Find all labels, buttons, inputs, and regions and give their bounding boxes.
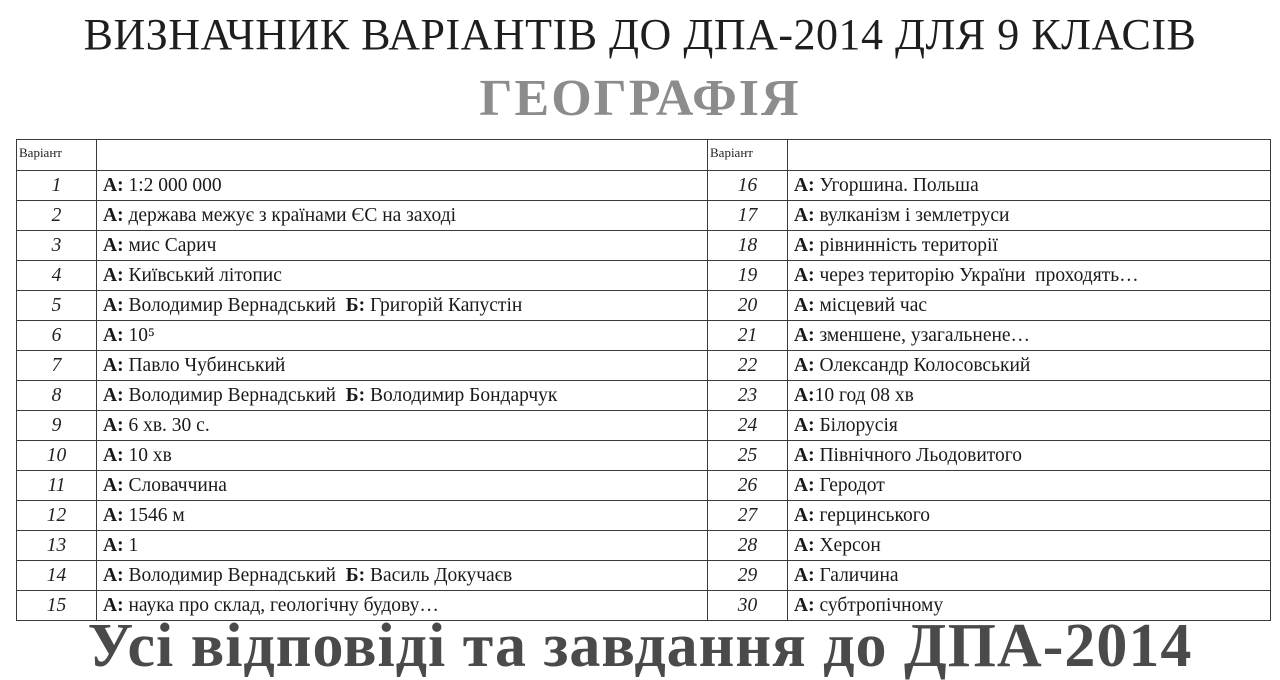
answer-cell	[788, 561, 1271, 591]
answer-cell	[97, 561, 708, 591]
answer-cell	[788, 261, 1271, 291]
answer-cell	[788, 291, 1271, 321]
answer-text: рівнинність території	[814, 234, 998, 256]
variant-number: 30	[708, 591, 788, 621]
answer-cell	[97, 351, 708, 381]
answer-text: зменшене, узагальнене…	[814, 324, 1031, 346]
answer-option-label: А:	[103, 384, 124, 406]
answer-cell	[97, 411, 708, 441]
answer-cell	[788, 531, 1271, 561]
variant-number: 16	[708, 171, 788, 201]
answer-cell	[97, 171, 708, 201]
answer-text: Галичина	[814, 564, 899, 586]
variant-number: 4	[17, 261, 97, 291]
answer-cell	[97, 291, 708, 321]
answer-text: Київський літопис	[123, 264, 282, 286]
variant-number: 9	[17, 411, 97, 441]
table-row	[17, 381, 1271, 411]
variant-number: 10	[17, 441, 97, 471]
answer-option-label: А:	[794, 534, 815, 556]
answer-option-label: А:	[103, 504, 124, 526]
variant-number: 7	[17, 351, 97, 381]
table-row	[17, 561, 1271, 591]
answer-cell	[97, 231, 708, 261]
variant-number: 17	[708, 201, 788, 231]
variant-number: 22	[708, 351, 788, 381]
answer-option-label: А:	[794, 174, 815, 196]
table-row	[17, 471, 1271, 501]
table-row	[17, 531, 1271, 561]
table-row	[17, 321, 1271, 351]
answer-cell	[97, 471, 708, 501]
table-row	[17, 441, 1271, 471]
variant-number: 18	[708, 231, 788, 261]
answer-table-body	[17, 140, 1271, 621]
answer-cell	[97, 501, 708, 531]
answer-text: вулканізм і землетруси	[814, 204, 1010, 226]
variant-number: 8	[17, 381, 97, 411]
answer-text: Словаччина	[123, 474, 227, 496]
table-row	[17, 201, 1271, 231]
answer-cell	[97, 441, 708, 471]
variant-number: 15	[17, 591, 97, 621]
answer-text: Олександр Колосовський	[814, 354, 1031, 376]
answer-text: місцевий час	[814, 294, 928, 316]
footer-banner: Усі відповіді та завдання до ДПА-2014	[87, 612, 1193, 680]
answer-cell	[97, 201, 708, 231]
variant-column-header: Варіант	[17, 140, 97, 171]
answer-cell	[788, 171, 1271, 201]
answer-option-label: А:	[103, 564, 124, 586]
answer-cell	[97, 531, 708, 561]
answer-option-label: А:	[103, 534, 124, 556]
answer-option-label: Б:	[345, 294, 366, 316]
answer-option-label: А:	[794, 504, 815, 526]
answer-option-label: А:	[103, 474, 124, 496]
answer-option-label: А:	[794, 294, 815, 316]
answer-text: Геродот	[814, 474, 885, 496]
answer-text: 1	[123, 534, 139, 556]
answer-text: Василь Докучаєв	[365, 564, 513, 586]
answer-option-label: А:	[794, 384, 815, 406]
table-row	[17, 231, 1271, 261]
answer-cell	[788, 411, 1271, 441]
answer-text: Володимир Вернадський	[123, 294, 346, 316]
table-header-row	[17, 140, 1271, 171]
answer-text: герцинського	[814, 504, 930, 526]
answer-option-label: Б:	[345, 564, 366, 586]
answer-text: через територію України проходять…	[814, 264, 1139, 286]
answer-text: 1546 м	[123, 504, 185, 526]
answer-cell	[788, 351, 1271, 381]
answer-option-label: А:	[103, 354, 124, 376]
answer-text: Угоршина. Польша	[814, 174, 979, 196]
answer-text: Білорусія	[814, 414, 898, 436]
variant-number: 13	[17, 531, 97, 561]
variant-number: 25	[708, 441, 788, 471]
variant-number: 29	[708, 561, 788, 591]
answer-option-label: А:	[103, 414, 124, 436]
answer-option-label: А:	[103, 264, 124, 286]
answer-option-label: А:	[794, 354, 815, 376]
answer-text: 10 хв	[123, 444, 172, 466]
table-row	[17, 261, 1271, 291]
answer-option-label: Б:	[345, 384, 366, 406]
answer-cell	[97, 261, 708, 291]
variant-number: 20	[708, 291, 788, 321]
answer-text: Володимир Вернадський	[123, 384, 346, 406]
table-row	[17, 171, 1271, 201]
answer-text: Північного Льодовитого	[814, 444, 1023, 466]
variant-number: 27	[708, 501, 788, 531]
variant-number: 1	[17, 171, 97, 201]
answer-option-label: А:	[794, 444, 815, 466]
answer-option-label: А:	[103, 444, 124, 466]
variant-number: 28	[708, 531, 788, 561]
variant-number: 3	[17, 231, 97, 261]
answer-option-label: А:	[794, 264, 815, 286]
answer-cell	[788, 501, 1271, 531]
answer-option-label: А:	[103, 294, 124, 316]
variant-column-header: Варіант	[708, 140, 788, 171]
answer-text: Володимир Бондарчук	[365, 384, 558, 406]
answer-cell	[788, 441, 1271, 471]
answer-text: 6 хв. 30 с.	[123, 414, 210, 436]
answer-cell	[788, 381, 1271, 411]
answer-option-label: А:	[103, 594, 124, 616]
variant-number: 24	[708, 411, 788, 441]
answer-option-label: А:	[794, 324, 815, 346]
answer-option-label: А:	[794, 594, 815, 616]
answer-option-label: А:	[103, 234, 124, 256]
answer-text: 1:2 000 000	[123, 174, 222, 196]
answer-option-label: А:	[103, 174, 124, 196]
answer-text: Херсон	[814, 534, 881, 556]
variant-number: 2	[17, 201, 97, 231]
variant-number: 12	[17, 501, 97, 531]
answer-text: мис Сарич	[123, 234, 217, 256]
answer-text: наука про склад, геологічну будову…	[123, 594, 439, 616]
answer-text: Павло Чубинський	[123, 354, 286, 376]
table-row	[17, 291, 1271, 321]
answer-option-label: А:	[794, 564, 815, 586]
variant-number: 11	[17, 471, 97, 501]
answer-text: субтропічному	[814, 594, 944, 616]
answer-option-label: А:	[794, 414, 815, 436]
variant-number: 26	[708, 471, 788, 501]
variant-number: 23	[708, 381, 788, 411]
page-title: ВИЗНАЧНИК ВАРІАНТІВ ДО ДПА-2014 ДЛЯ 9 КЛАСІВ	[83, 10, 1197, 59]
subject-heading: ГЕОГРАФІЯ	[479, 70, 801, 127]
answer-text: 10⁵	[123, 324, 155, 346]
answer-cell	[788, 201, 1271, 231]
answer-option-label: А:	[103, 324, 124, 346]
variant-number: 5	[17, 291, 97, 321]
answer-cell	[788, 321, 1271, 351]
variant-number: 21	[708, 321, 788, 351]
answer-text: держава межує з країнами ЄС на заході	[123, 204, 457, 226]
answer-option-label: А:	[794, 204, 815, 226]
answer-option-label: А:	[794, 234, 815, 256]
answer-cell	[788, 231, 1271, 261]
answer-text: Григорій Капустін	[365, 294, 523, 316]
table-row	[17, 411, 1271, 441]
answer-column-header	[788, 140, 1271, 171]
table-row	[17, 351, 1271, 381]
variant-number: 14	[17, 561, 97, 591]
answer-cell	[97, 321, 708, 351]
answer-text: Володимир Вернадський	[123, 564, 346, 586]
answer-option-label: А:	[103, 204, 124, 226]
answer-cell	[788, 471, 1271, 501]
answer-table	[16, 139, 1271, 621]
variant-number: 19	[708, 261, 788, 291]
table-row	[17, 501, 1271, 531]
answer-cell	[97, 381, 708, 411]
answer-text: 10 год 08 хв	[814, 384, 914, 406]
answer-option-label: А:	[794, 474, 815, 496]
answer-column-header	[97, 140, 708, 171]
variant-number: 6	[17, 321, 97, 351]
